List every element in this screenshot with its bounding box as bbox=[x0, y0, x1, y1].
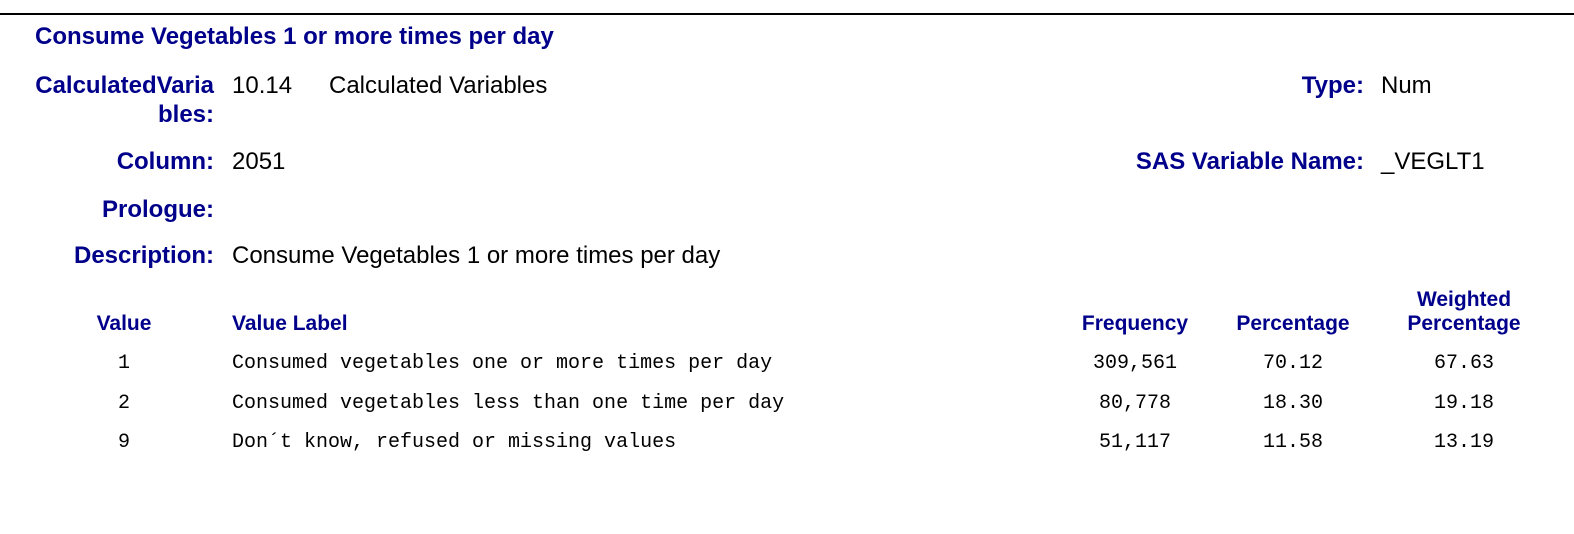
table-row-3-weighted: 13.19 bbox=[1433, 431, 1494, 454]
header-value: Value bbox=[96, 312, 152, 335]
table-row-1-frequency: 309,561 bbox=[1092, 352, 1177, 375]
sas-variable-name-label: SAS Variable Name: bbox=[1135, 148, 1364, 175]
top-divider bbox=[0, 13, 1574, 15]
table-row-3-percentage: 11.58 bbox=[1262, 431, 1323, 454]
table-row-2-weighted: 19.18 bbox=[1433, 392, 1494, 415]
table-row-1-percentage: 70.12 bbox=[1262, 352, 1323, 375]
table-row-2-label: Consumed vegetables less than one time per day bbox=[232, 392, 785, 415]
page-title: Consume Vegetables 1 or more times per day bbox=[35, 23, 554, 50]
column-label: Column: bbox=[116, 148, 214, 175]
calculated-variables-name: Calculated Variables bbox=[329, 72, 548, 99]
table-row-1-weighted: 67.63 bbox=[1433, 352, 1494, 375]
header-weighted-line1: Weighted bbox=[1416, 288, 1512, 311]
description-label: Description: bbox=[73, 242, 214, 269]
table-row-3-frequency: 51,117 bbox=[1098, 431, 1171, 454]
table-row-3-value: 9 bbox=[117, 431, 130, 454]
table-row-2-percentage: 18.30 bbox=[1262, 392, 1323, 415]
header-weighted-percentage bbox=[1396, 288, 1532, 336]
type-label: Type: bbox=[1301, 72, 1364, 99]
calculated-variables-code: 10.14 bbox=[232, 72, 293, 99]
table-row-2-value: 2 bbox=[117, 392, 130, 415]
description-value: Consume Vegetables 1 or more times per day bbox=[232, 242, 721, 269]
calculated-variables-label: CalculatedVariables: bbox=[35, 72, 214, 128]
table-row-1-label: Consumed vegetables one or more times per day bbox=[232, 352, 773, 375]
table-row-3-label: Don´t know, refused or missing values bbox=[232, 431, 677, 454]
prologue-label: Prologue: bbox=[102, 196, 214, 223]
sas-variable-name-value: _VEGLT1 bbox=[1381, 148, 1485, 175]
header-percentage: Percentage bbox=[1236, 312, 1350, 335]
table-row-1-value: 1 bbox=[117, 352, 130, 375]
header-frequency: Frequency bbox=[1081, 312, 1189, 335]
column-value: 2051 bbox=[232, 148, 286, 175]
header-value-label: Value Label bbox=[232, 312, 348, 335]
type-value: Num bbox=[1381, 72, 1432, 99]
header-weighted-line2: Percentage bbox=[1407, 312, 1521, 335]
table-row-2-frequency: 80,778 bbox=[1098, 392, 1171, 415]
